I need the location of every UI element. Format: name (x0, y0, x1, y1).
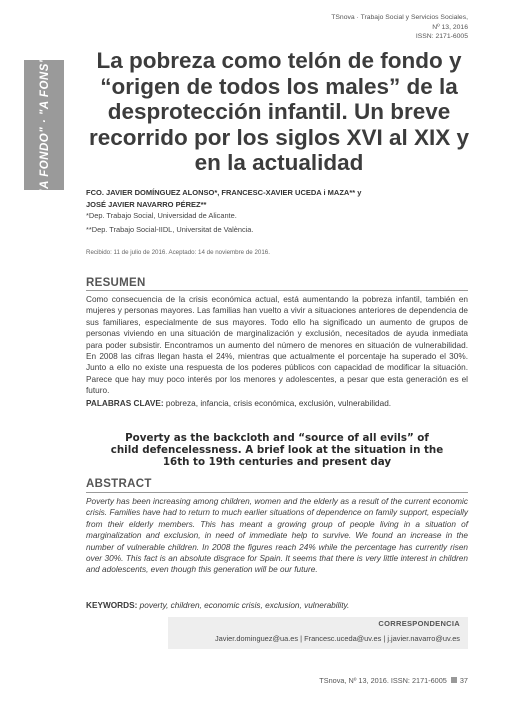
resumen-rule (86, 290, 468, 291)
journal-header-line3: ISSN: 2171-6005 (415, 33, 468, 40)
journal-header (331, 13, 468, 42)
authors (86, 187, 446, 211)
resumen-keywords-label: PALABRAS CLAVE: (86, 399, 164, 408)
journal-header-line2: Nº 13, 2016 (432, 23, 468, 31)
affiliation-2: **Dep. Trabajo Social-IIDL, Universitat de València. (86, 225, 254, 234)
resumen-keywords-values: pobreza, infancia, crisis económica, exclusión, vulnerabilidad. (165, 399, 392, 408)
page-footer (319, 676, 468, 685)
authors-line1: FCO. JAVIER DOMÍNGUEZ ALONSO*, FRANCESC-XAVIER UCEDA i MAZA** y (86, 188, 362, 197)
correspondence-box (168, 617, 468, 649)
footer-text: , Nº 13, 2016. ISSN: 2171-6005 (344, 676, 447, 685)
abstract-keywords-values: poverty, children, economic crisis, exclusion, vulnerability. (139, 601, 350, 610)
resumen-keywords (86, 399, 468, 408)
english-title: Poverty as the backcloth and “source of all evils” of child defencelessness. A brief look at the situation in the 16th to 19th centuries and present day (110, 432, 444, 468)
resumen-heading: RESUMEN (86, 277, 146, 289)
abstract-rule (86, 492, 468, 493)
article-title: La pobreza como telón de fondo y “origen de todos los males” de la desprotección infantil. Un breve recorrido por los siglos XVI al XIX y en la actualidad (88, 48, 470, 175)
journal-header-line1: TSnova · Trabajo Social y Servicios Sociales, (331, 14, 468, 21)
section-side-tab-label: "A FONDO" · "A FONS" (39, 57, 51, 195)
footer-square-icon (451, 677, 457, 683)
resumen-text: Como consecuencia de la crisis económica actual, está aumentando la pobreza infantil, también en mujeres y personas mayores. Las familias han vuelto a vivir a situaciones anteriores de dependencia de sus familiares, especialmente de sus mayores. Todo ello ha significado un aumento de grupos de personas viviendo en una situación de marginalización y exclusión, necesitados de ayuda inmediata para poder subsistir. Encontramos un aumento del número de menores en situación de vulnerabilidad. En 2008 las cifras llegan hasta el 24%, mientras que actualmente el porcentaje ha superado el 30%. Junto a ello no existe una respuesta de los poderes públicos con capacidad de modificar la situación. Parece que hay muy poco interés por los menores y adolescentes, a pesar que esta generación es el futuro. (86, 295, 468, 396)
correspondence-label: CORRESPONDENCIA (378, 619, 460, 628)
correspondence-emails: Javier.dominguez@ua.es | Francesc.uceda@uv.es | j.javier.navarro@uv.es (214, 634, 460, 643)
abstract-keywords-label: KEYWORDS: (86, 601, 138, 610)
affiliation-1: *Dep. Trabajo Social, Universidad de Alicante. (86, 211, 237, 220)
abstract-keywords (86, 601, 468, 610)
abstract-text: Poverty has been increasing among children, women and the elderly as a result of the current economic crisis. Families have had to return to much earlier situations of dependence on family support, especially from their elderly members. This has meant a growing group of people living in a situation of marginalization and exclusion, in need of immediate help to survive. We found an increase in the number of vulnerable children. In 2008 the figures reach 24% while the percentage has currently risen over 30%. This fact is an absolute disgrace for Spain. It seems that there is very little interest in children and adolescents, even though this generation will be our future. (86, 497, 468, 575)
received-dates: Recibido: 11 de julio de 2016. Aceptado: 14 de noviembre de 2016. (86, 249, 270, 256)
footer-brand: TSnova (319, 676, 345, 685)
page-number: 37 (459, 676, 468, 685)
abstract-heading: ABSTRACT (86, 478, 152, 490)
authors-line2: JOSÉ JAVIER NAVARRO PÉREZ** (86, 200, 207, 209)
